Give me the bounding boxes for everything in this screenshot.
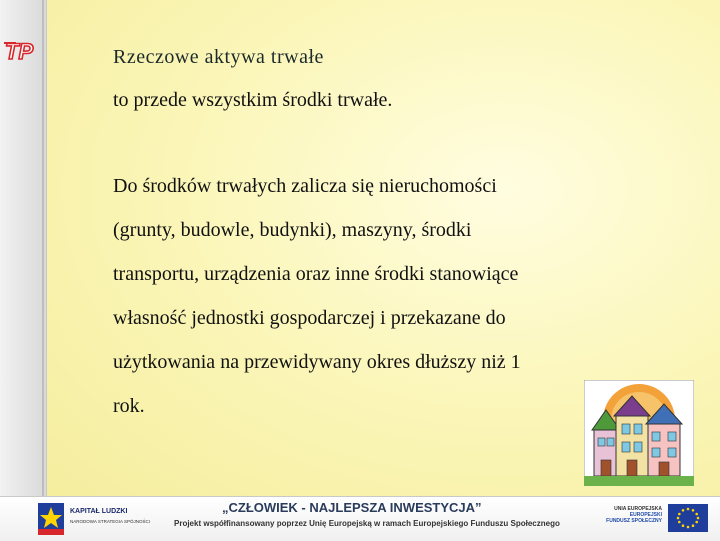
paragraph-line: użytkowania na przewidywany okres dłuższy niż 1 — [113, 351, 521, 373]
paragraph-line: rok. — [113, 395, 145, 417]
kapital-ludzki-title: KAPITAŁ LUDZKI — [70, 508, 128, 515]
eu-label-line: EUROPEJSKI — [629, 512, 662, 518]
eu-fund-label — [600, 506, 662, 524]
paragraph-line: (grunty, budowle, budynki), maszyny, środki — [113, 219, 472, 241]
paragraph-line: Do środków trwałych zalicza się nieruchomości — [113, 175, 497, 197]
eu-label-line: UNIA EUROPEJSKA — [614, 506, 662, 512]
eu-label-line: FUNDUSZ SPOŁECZNY — [606, 518, 662, 524]
kapital-ludzki-subtitle: NARODOWA STRATEGIA SPÓJNOŚCI — [70, 519, 151, 524]
sidebar-divider — [42, 0, 44, 496]
left-sidebar-strip — [0, 0, 47, 496]
eu-flag-icon — [668, 504, 708, 532]
slide-heading: Rzeczowe aktywa trwałe — [113, 46, 324, 68]
paragraph-line: własność jednostki gospodarczej i przekazane do — [113, 307, 506, 329]
tp-logo-text: TP — [5, 39, 34, 64]
paragraph-line: transportu, urządzenia oraz inne środki stanowiące — [113, 263, 519, 285]
slide-paragraph — [113, 167, 613, 431]
footer-bar — [0, 496, 720, 541]
footer-project-text: Projekt współfinansowany poprzez Unię Europejską w ramach Europejskiego Funduszu Społecznego — [174, 519, 560, 528]
houses-icon — [584, 380, 694, 486]
kapital-ludzki-logo-icon — [38, 503, 64, 535]
tp-logo-icon — [4, 38, 42, 64]
slide-subline: to przede wszystkim środki trwałe. — [113, 89, 393, 111]
footer-slogan: „CZŁOWIEK - NAJLEPSZA INWESTYCJA” — [222, 500, 482, 515]
